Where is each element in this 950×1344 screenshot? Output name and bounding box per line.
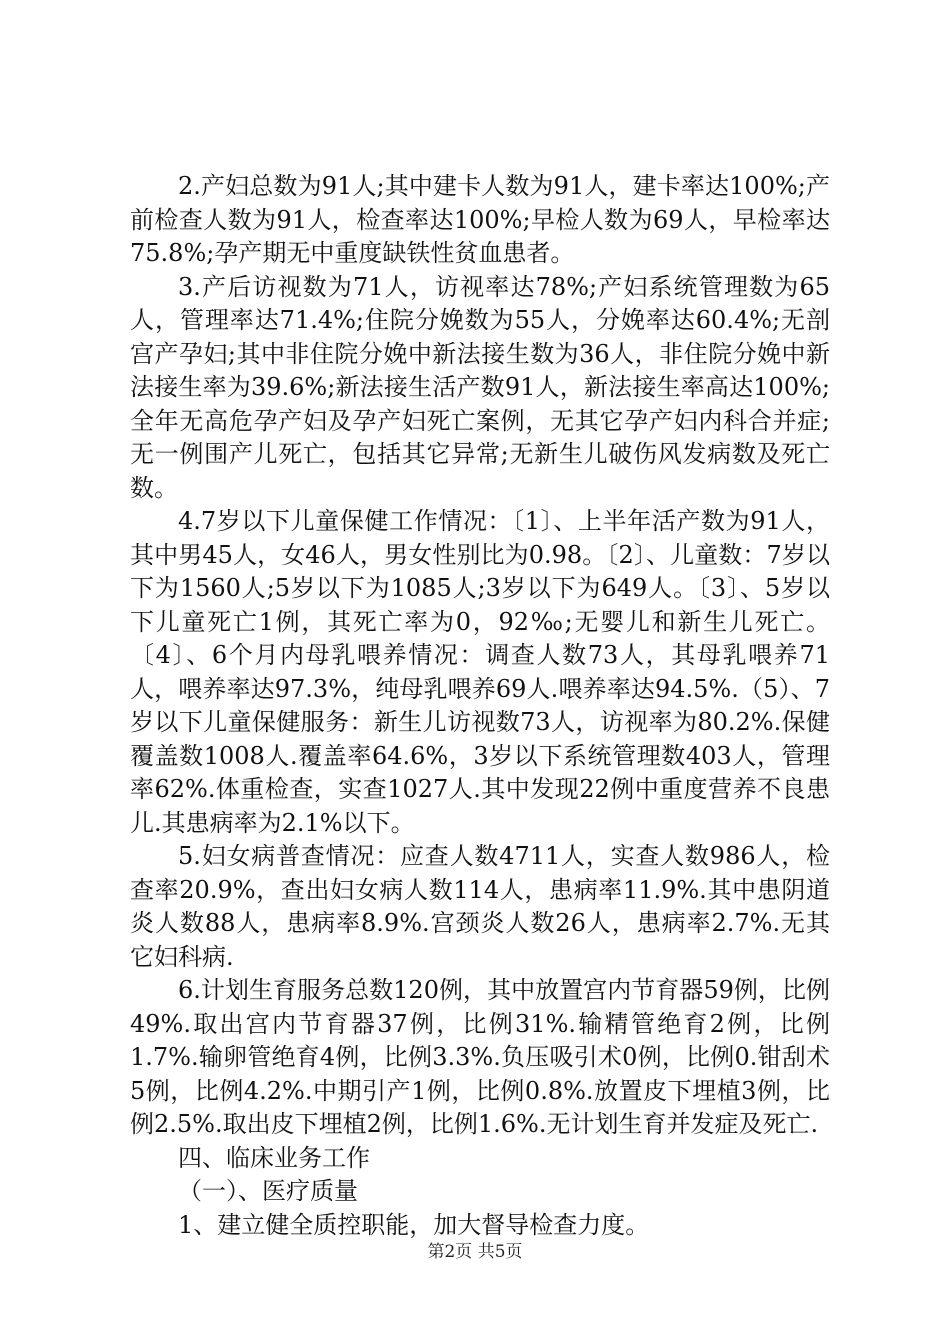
paragraph-maternal-total: 2.产妇总数为91人;其中建卡人数为91人，建卡率达100%;产前检查人数为91人，检查率达100%;早检人数为69人，早检率达75.8%;孕产期无中重度缺铁性贫血患者。 [130,172,830,267]
paragraph-womens-disease-screening: 5.妇女病普查情况：应查人数4711人，实查人数986人，检查率20.9%，查出妇女病人数114人，患病率11.9%.其中患阴道炎人数88人，患病率8.9%.宫颈炎人数26人，患病率2.7%.无其它妇科病. [130,842,830,971]
subsection-heading-medical-quality: （一）、医疗质量 [178,1177,358,1205]
paragraph-family-planning: 6.计划生育服务总数120例，其中放置宫内节育器59例，比例49%.取出宫内节育器37例，比例31%.输精管绝育2例，比例1.7%.输卵管绝育4例，比例3.3%.负压吸引术0例，比例0.钳刮术5例，比例4.2%.中期引产1例，比例0.8%.放置皮下埋植3例，比例2.5%.取出皮下埋植2例，比例1.6%.无计划生育并发症及死亡. [130,976,830,1138]
paragraph-postnatal-visits: 3.产后访视数为71人，访视率达78%;产妇系统管理数为65人，管理率达71.4%;住院分娩数为55人，分娩率达60.4%;无剖宫产孕妇;其中非住院分娩中新法接生数为36人，非住院分娩中新法接生率为39.6%;新法接生活产数91人，新法接生率高达100%;全年无高危孕产妇及孕产妇死亡案例，无其它孕产妇内科合并症;无一例围产儿死亡，包括其它异常;无新生儿破伤风发病数及死亡数。 [130,272,830,502]
document-body [130,170,830,1242]
paragraph-quality-control: 1、建立健全质控职能，加大督导检查力度。 [178,1210,650,1239]
section-heading-clinical-work: 四、临床业务工作 [178,1143,370,1172]
page-number-footer: 第2页 共5页 [427,1242,523,1262]
paragraph-child-health: 4.7岁以下儿童保健工作情况：〔1〕、上半年活产数为91人，其中男45人，女46人，男女性别比为0.98。〔2〕、儿童数：7岁以下为1560人;5岁以下为1085人;3岁以下为649人。〔3〕、5岁以下儿童死亡1例，其死亡率为0，92‰;无婴儿和新生儿死亡。〔4〕、6个月内母乳喂养情况：调查人数73人，其母乳喂养71人，喂养率达97.3%，纯母乳喂养69人.喂养率达94.5%.（5）、7岁以下儿童保健服务：新生儿访视数73人，访视率为80.2%.保健覆盖数1008人.覆盖率64.6%，3岁以下系统管理数403人，管理率62%.体重检查，实查1027人.其中发现22例中重度营养不良患儿.其患病率为2.1%以下。 [130,507,830,837]
